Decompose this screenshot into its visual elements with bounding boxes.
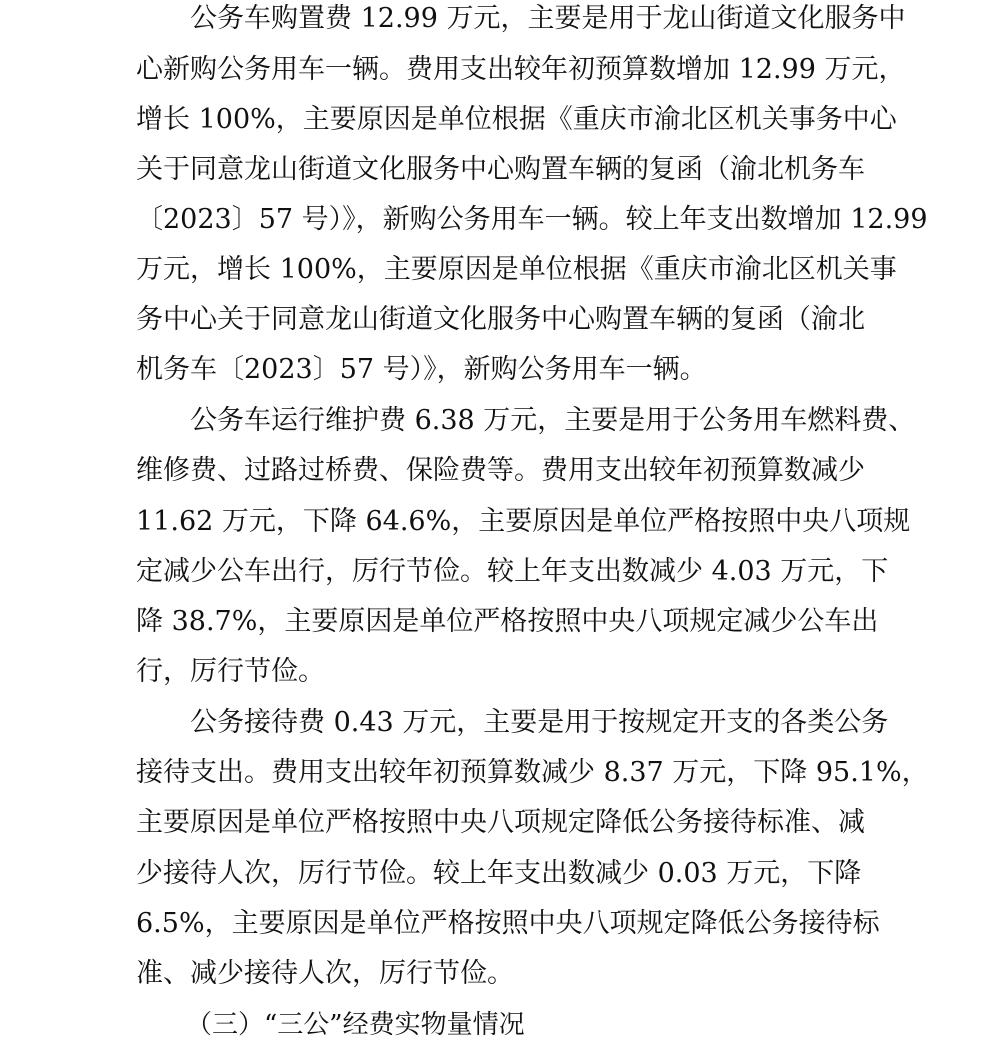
paragraph-line: 万元，增长 100%，主要原因是单位根据《重庆市渝北区机关事 <box>136 254 897 285</box>
paragraph-line: 关于同意龙山街道文化服务中心购置车辆的复函（渝北机务车 <box>136 154 865 185</box>
paragraph-line: 机务车〔2023〕57 号）》，新购公务用车一辆。 <box>136 354 707 385</box>
paragraph-line: 心新购公务用车一辆。费用支出较年初预算数增加 12.99 万元， <box>136 54 906 85</box>
paragraph-line: 11.62 万元，下降 64.6%，主要原因是单位严格按照中央八项规 <box>136 506 911 537</box>
paragraph-line: 接待支出。费用支出较年初预算数减少 8.37 万元，下降 95.1%， <box>136 757 929 788</box>
paragraph-line: 公务车购置费 12.99 万元，主要是用于龙山街道文化服务中 <box>190 3 906 34</box>
paragraph-line: 务中心关于同意龙山街道文化服务中心购置车辆的复函（渝北 <box>136 304 865 335</box>
paragraph-line: 少接待人次，厉行节俭。较上年支出数减少 0.03 万元，下降 <box>136 858 862 889</box>
paragraph-line: 行，厉行节俭。 <box>136 656 325 687</box>
paragraph-line: 〔2023〕57 号）》，新购公务用车一辆。较上年支出数增加 12.99 <box>136 204 928 235</box>
paragraph-line: 主要原因是单位严格按照中央八项规定降低公务接待标准、减 <box>136 807 865 838</box>
paragraph-line: 维修费、过路过桥费、保险费等。费用支出较年初预算数减少 <box>136 455 865 486</box>
paragraph-line: 6.5%，主要原因是单位严格按照中央八项规定降低公务接待标 <box>136 908 880 939</box>
section-heading: （三）“三公”经费实物量情况 <box>186 1010 525 1040</box>
paragraph-line: 准、减少接待人次，厉行节俭。 <box>136 958 514 989</box>
paragraph-line: 定减少公车出行，厉行节俭。较上年支出数减少 4.03 万元，下 <box>136 556 889 587</box>
paragraph-line: 增长 100%，主要原因是单位根据《重庆市渝北区机关事务中心 <box>136 104 897 135</box>
paragraph-line: 降 38.7%，主要原因是单位严格按照中央八项规定减少公车出 <box>136 606 879 637</box>
paragraph-line: 公务车运行维护费 6.38 万元，主要是用于公务用车燃料费、 <box>190 405 916 436</box>
paragraph-line: 公务接待费 0.43 万元，主要是用于按规定开支的各类公务 <box>190 707 889 738</box>
